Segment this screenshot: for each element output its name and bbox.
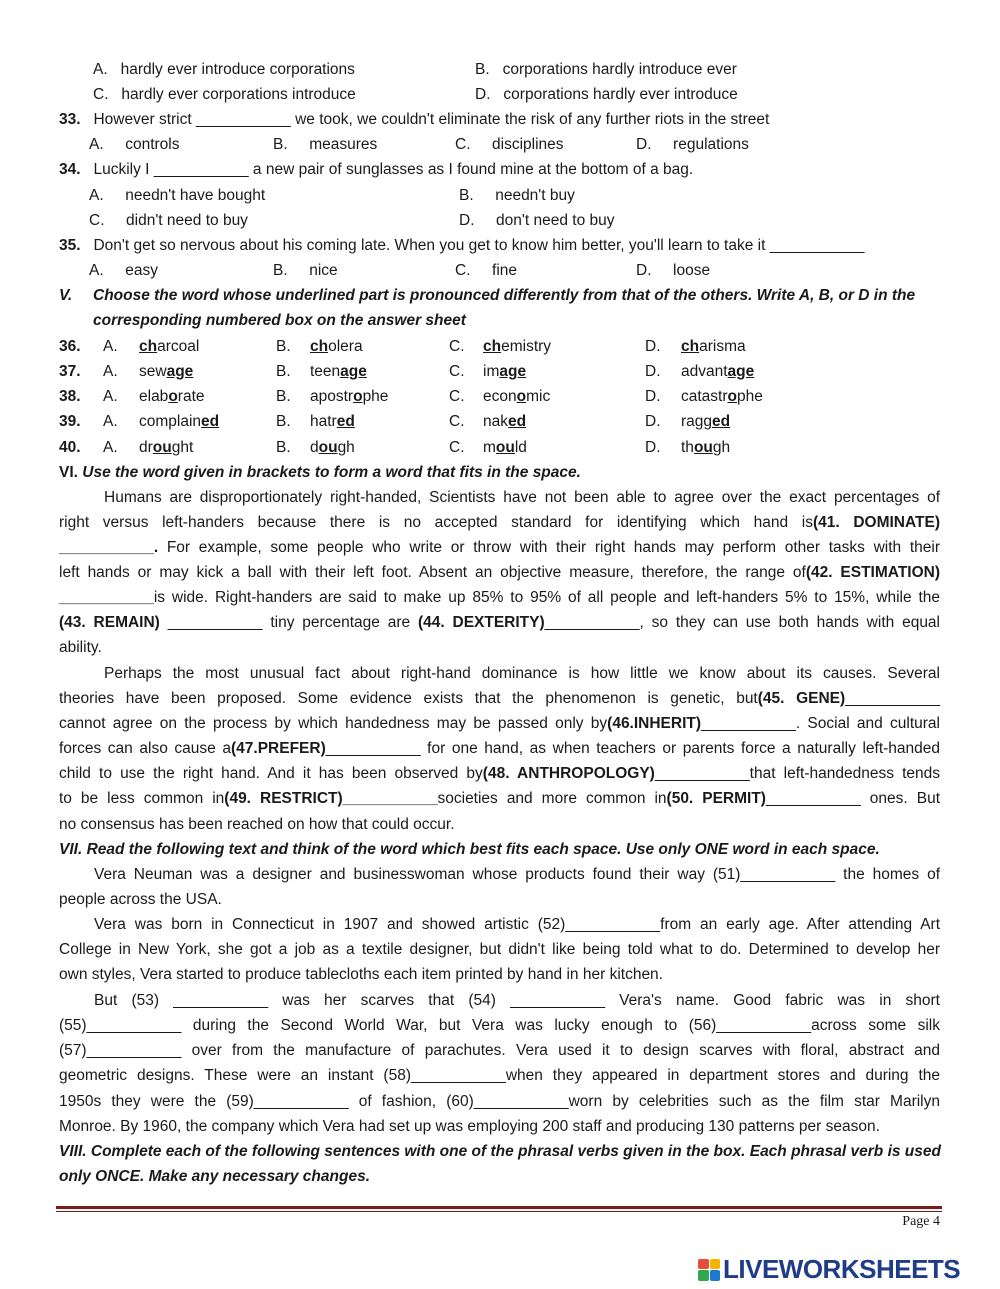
underlined-part: ed <box>336 413 355 430</box>
pron-option-word <box>310 412 355 432</box>
underlined-part: ou <box>318 439 338 456</box>
pron-option-word <box>681 337 746 357</box>
section-viii-line1: VIII. Complete each of the following sentences with one of the phrasal verbs given in the box. Each phrasal verb is used <box>59 1143 941 1160</box>
pron-option-letter: D. <box>645 413 661 430</box>
q34-option-c: C. didn't need to buy <box>89 212 248 229</box>
underlined-part: age <box>166 363 194 380</box>
pron-option-word <box>139 412 219 432</box>
word-prefix: sew <box>139 363 167 380</box>
word-prefix: im <box>483 363 500 380</box>
q34-option-d: D. don't need to buy <box>459 212 615 229</box>
section-v-instruction-line1: Choose the word whose underlined part is pronounced differently from that of the others. Write A, B, or D in the <box>93 287 916 304</box>
q32-option-d: D. corporations hardly ever introduce <box>475 86 738 103</box>
word-prefix: nak <box>483 413 508 430</box>
liveworksheets-logo-icon <box>698 1259 720 1281</box>
word-prefix: elab <box>139 388 169 405</box>
p7-c-line4: geometric designs. These were an instant (58)___________when they appeared in department stores and during the <box>59 1067 940 1084</box>
q32-option-a: A. hardly ever introduce corporations <box>93 61 355 78</box>
p6a-line7: ability. <box>59 639 102 656</box>
underlined-part: o <box>516 388 527 405</box>
p6b-line4: forces can also cause a(47.PREFER)___________ for one hand, as when teachers or parents force a naturally left-handed <box>59 740 941 757</box>
p7-a-line2: people across the USA. <box>59 891 222 908</box>
pron-question-number: 39. <box>59 413 81 430</box>
pron-question-number: 40. <box>59 439 81 456</box>
p7-c-line5: 1950s they were the (59)___________ of fashion, (60)___________worn by celebrities such as the film star Marilyn <box>59 1093 940 1110</box>
p6a-line2: right versus left-handers because there is no accepted standard for identifying which hand is(41. DOMINATE) <box>59 514 940 531</box>
pron-option-letter: A. <box>103 338 118 355</box>
p6b-line5: child to use the right hand. And it has been observed by(48. ANTHROPOLOGY)___________that left-handedness tends <box>59 765 941 782</box>
p6b-line3: cannot agree on the process by which handedness may be passed only by(46.INHERIT)___________. Social and cultural <box>59 715 940 732</box>
p6b-line1: Perhaps the most unusual fact about right-hand dominance is how little we know about its causes. Several <box>104 665 940 682</box>
q35-stem: 35. Don't get so nervous about his coming late. When you get to know him better, you'll learn to take it ___________ <box>59 237 865 254</box>
footer-rule-thin <box>56 1211 942 1212</box>
word-suffix: olera <box>328 338 363 355</box>
pron-option-word <box>681 387 763 407</box>
pron-option-letter: B. <box>276 338 291 355</box>
underlined-part: o <box>727 388 737 405</box>
word-prefix: th <box>681 439 694 456</box>
underlined-part: o <box>168 388 178 405</box>
liveworksheets-logo[interactable] <box>698 1254 960 1285</box>
pron-option-word <box>681 412 730 432</box>
underlined-part: ed <box>508 413 527 430</box>
underlined-part: ou <box>693 439 713 456</box>
word-prefix: complain <box>139 413 202 430</box>
underlined-part: ed <box>712 413 731 430</box>
underlined-part: age <box>727 363 755 380</box>
p7-a-line1: Vera Neuman was a designer and businesswoman whose products found their way (51)___________ the homes of <box>94 866 940 883</box>
word-prefix: dr <box>139 439 153 456</box>
pron-option-letter: B. <box>276 413 291 430</box>
p6b-line7: no consensus has been reached on how that could occur. <box>59 816 455 833</box>
liveworksheets-logo-text: LIVEWORKSHEETS <box>723 1254 961 1284</box>
section-vi-heading: VI. Use the word given in brackets to form a word that fits in the space. <box>59 464 581 481</box>
section-vii-heading: VII. Read the following text and think of the word which best fits each space. Use only ONE word in each space. <box>59 841 880 858</box>
q35-option-d: D. loose <box>636 262 711 279</box>
word-suffix: ld <box>514 439 527 456</box>
pron-question-number: 36. <box>59 338 81 355</box>
underlined-part: ch <box>483 338 502 355</box>
pron-option-word <box>483 438 527 458</box>
section-v-roman: V. <box>59 287 73 304</box>
word-prefix: ragg <box>681 413 713 430</box>
underlined-part: o <box>353 388 363 405</box>
pron-option-word <box>139 337 199 357</box>
footer-rule-thick <box>56 1206 942 1209</box>
word-suffix: emistry <box>501 338 552 355</box>
pron-option-word <box>139 362 193 382</box>
p6a-line6: (43. REMAIN) ___________ tiny percentage are (44. DEXTERITY)___________, so they can use both hands with equal <box>59 614 940 631</box>
p6b-line6: to be less common in(49. RESTRICT)___________societies and more common in(50. PERMIT)___________ ones. But <box>59 790 940 807</box>
pron-option-word <box>139 438 193 458</box>
underlined-part: age <box>499 363 527 380</box>
q33-option-a: A. controls <box>89 136 180 153</box>
p6a-line5: ___________is wide. Right-handers are said to make up 85% to 95% of all people and left-handers 5% to 15%, while the <box>59 589 940 606</box>
pron-option-word <box>139 387 205 407</box>
underlined-part: ou <box>152 439 172 456</box>
word-suffix: arcoal <box>157 338 200 355</box>
underlined-part: age <box>340 363 367 380</box>
pron-option-word <box>310 337 363 357</box>
word-prefix: econ <box>483 388 517 405</box>
pron-option-letter: D. <box>645 388 661 405</box>
pron-option-letter: B. <box>276 388 291 405</box>
p6b-line2: theories have been proposed. Some evidence exists that the phenomenon is genetic, but(45. GENE)___________ <box>59 690 940 707</box>
q32-option-b: B. corporations hardly introduce ever <box>475 61 737 78</box>
underlined-part: ch <box>310 338 329 355</box>
word-suffix: gh <box>337 439 355 456</box>
page-number: Page 4 <box>902 1214 940 1229</box>
pron-option-letter: C. <box>449 338 465 355</box>
p7-c-line2: (55)___________ during the Second World War, but Vera was lucky enough to (56)___________across some silk <box>59 1017 940 1034</box>
word-prefix: advant <box>681 363 728 380</box>
q34-option-b: B. needn't buy <box>459 187 575 204</box>
p7-b-line3: own styles, Vera started to produce tablecloths each item printed by hand in her kitchen. <box>59 966 663 983</box>
pron-option-letter: A. <box>103 363 118 380</box>
word-prefix: d <box>310 439 319 456</box>
pron-option-letter: D. <box>645 363 661 380</box>
pron-option-letter: C. <box>449 439 465 456</box>
pron-option-word <box>483 337 551 357</box>
pron-option-word <box>483 362 526 382</box>
p6a-line3: ___________. For example, some people who write or throw with their right hands may perform other tasks with their <box>59 539 941 556</box>
q33-stem: 33. However strict ___________ we took, we couldn't eliminate the risk of any further riots in the street <box>59 111 770 128</box>
p7-c-line3: (57)___________ over from the manufacture of parachutes. Vera used it to design scarves with floral, abstract and <box>59 1042 940 1059</box>
underlined-part: ed <box>201 413 220 430</box>
word-suffix: phe <box>736 388 763 405</box>
word-prefix: apostr <box>310 388 354 405</box>
p7-c-line6: Monroe. By 1960, the company which Vera had set up was employing 200 staff and producing 130 patterns per season. <box>59 1118 880 1135</box>
q32-option-c: C. hardly ever corporations introduce <box>93 86 356 103</box>
pron-option-letter: A. <box>103 388 118 405</box>
word-prefix: hatr <box>310 413 337 430</box>
p7-b-line2: College in New York, she got a job as a textile designer, but didn't like being told what to do. Determined to develop her <box>59 941 940 958</box>
pron-option-word <box>681 362 754 382</box>
pron-option-word <box>483 412 526 432</box>
p6a-line1: Humans are disproportionately right-handed, Scientists have not been able to agree over the exact percentages of <box>104 489 940 506</box>
q35-option-a: A. easy <box>89 262 158 279</box>
p7-c-line1: But (53) ___________ was her scarves that (54) ___________ Vera's name. Good fabric was in short <box>94 992 940 1009</box>
word-suffix: gh <box>712 439 731 456</box>
q35-option-c: C. fine <box>455 262 518 279</box>
pron-option-letter: C. <box>449 363 465 380</box>
word-suffix: arisma <box>699 338 746 355</box>
word-suffix: mic <box>526 388 551 405</box>
pron-option-letter: C. <box>449 413 465 430</box>
q34-stem: 34. Luckily I ___________ a new pair of sunglasses as I found mine at the bottom of a bag. <box>59 161 694 178</box>
pron-option-letter: D. <box>645 338 661 355</box>
q33-option-c: C. disciplines <box>455 136 564 153</box>
underlined-part: ch <box>681 338 700 355</box>
pron-option-letter: A. <box>103 413 118 430</box>
pron-option-word <box>310 438 355 458</box>
word-suffix: ght <box>171 439 194 456</box>
p7-b-line1: Vera was born in Connecticut in 1907 and showed artistic (52)___________from an early age. After attending Art <box>94 916 940 933</box>
underlined-part: ch <box>139 338 158 355</box>
word-suffix: phe <box>362 388 389 405</box>
pron-option-word <box>681 438 730 458</box>
word-prefix: teen <box>310 363 341 380</box>
word-suffix: rate <box>177 388 205 405</box>
q34-option-a: A. needn't have bought <box>89 187 266 204</box>
pron-option-letter: B. <box>276 363 291 380</box>
p6a-line4: left hands or may kick a ball with their left foot. Absent an objective measure, therefore, the range of(42. ESTIMATION) <box>59 564 940 581</box>
pron-option-letter: B. <box>276 439 291 456</box>
word-prefix: catastr <box>681 388 728 405</box>
pron-option-letter: D. <box>645 439 661 456</box>
q33-option-d: D. regulations <box>636 136 749 153</box>
pron-option-letter: C. <box>449 388 465 405</box>
section-v-instruction-line2: corresponding numbered box on the answer sheet <box>93 312 466 329</box>
pron-question-number: 38. <box>59 388 81 405</box>
pron-option-word <box>310 387 388 407</box>
q35-option-b: B. nice <box>273 262 338 279</box>
word-prefix: m <box>483 439 496 456</box>
pron-option-word <box>483 387 550 407</box>
q33-option-b: B. measures <box>273 136 378 153</box>
pron-option-word <box>310 362 367 382</box>
pron-question-number: 37. <box>59 363 81 380</box>
underlined-part: ou <box>495 439 515 456</box>
pron-option-letter: A. <box>103 439 118 456</box>
section-viii-line2: only ONCE. Make any necessary changes. <box>59 1168 370 1185</box>
